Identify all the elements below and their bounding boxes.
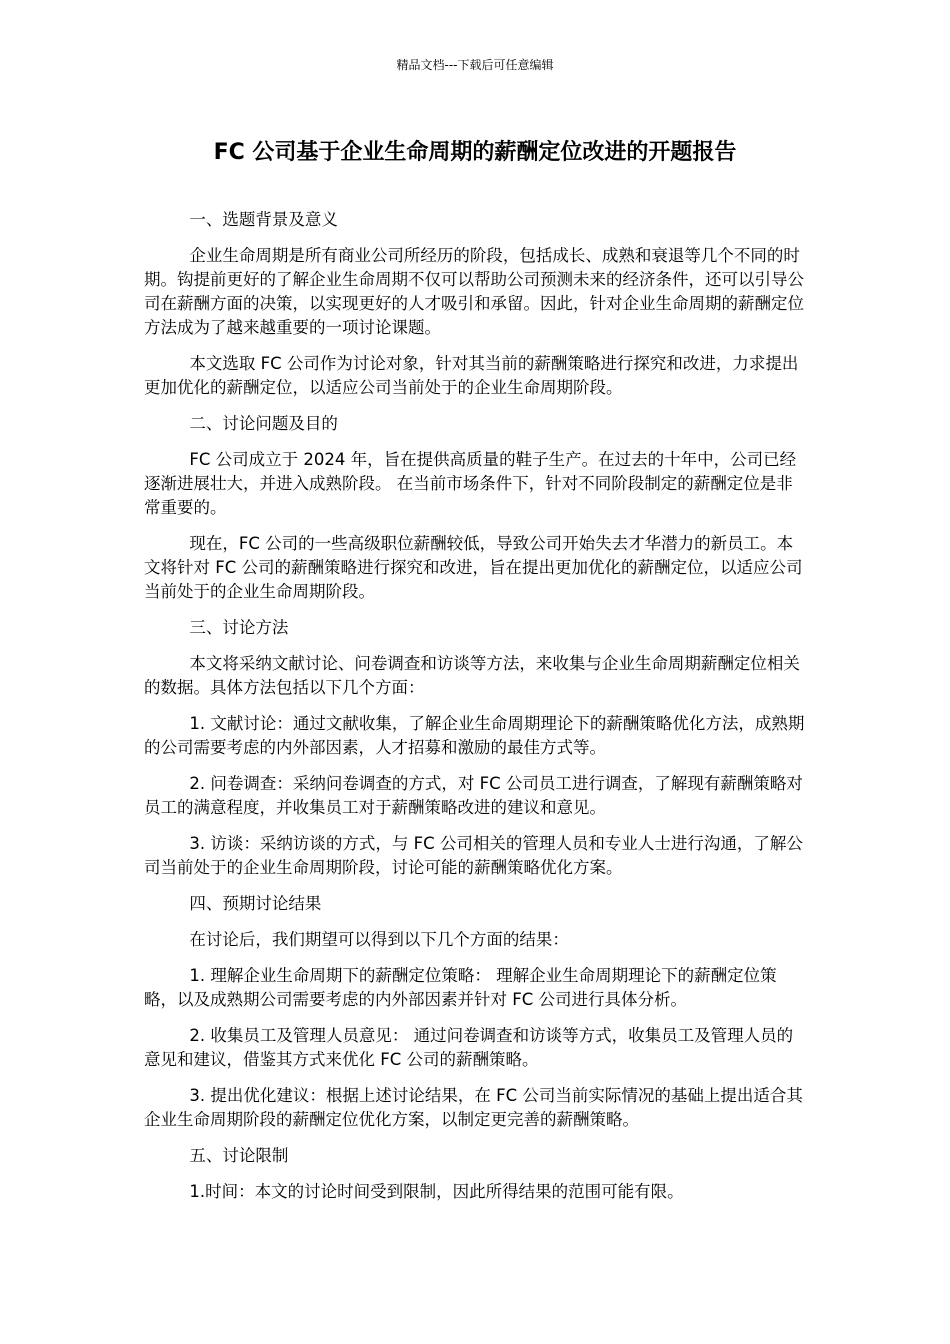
list-item: 2. 收集员工及管理人员意见： 通过问卷调查和访谈等方式，收集员工及管理人员的意见和建议，借鉴其方式来优化 FC 公司的薪酬策略。 xyxy=(144,1026,794,1069)
paragraph: 企业生命周期是所有商业公司所经历的阶段，包括成长、成熟和衰退等几个不同的时期。钩提前更好的了解企业生命周期不仅可以帮助公司预测未来的经济条件，还可以引导公司在薪酬方面的决策，以实现更好的人才吸引和承留。因此，针对企业生命周期的薪酬定位方法成为了越来越重要的一项讨论课题。 xyxy=(144,246,804,337)
paragraph: 在讨论后，我们期望可以得到以下几个方面的结果： xyxy=(189,930,569,949)
section-heading-limits: 五、讨论限制 xyxy=(189,1146,289,1165)
list-item: 1. 理解企业生命周期下的薪酬定位策略： 理解企业生命周期理论下的薪酬定位策略，以及成熟期公司需要考虑的内外部因素并针对 FC 公司进行具体分析。 xyxy=(144,966,777,1009)
list-item: 3. 访谈：采纳访谈的方式，与 FC 公司相关的管理人员和专业人士进行沟通，了解公司当前处于的企业生命周期阶段，讨论可能的薪酬策略优化方案。 xyxy=(144,834,803,877)
paragraph: 现在，FC 公司的一些高级职位薪酬较低，导致公司开始失去才华潜力的新员工。本文将针对 FC 公司的薪酬策略进行探究和改进，旨在提出更加优化的薪酬定位，以适应公司当前处于的企业生命周期阶段。 xyxy=(144,534,803,601)
section-heading-background: 一、选题背景及意义 xyxy=(189,210,338,229)
paragraph: 本文将采纳文献讨论、问卷调查和访谈等方法，来收集与企业生命周期薪酬定位相关的数据。具体方法包括以下几个方面： xyxy=(144,654,800,697)
document-body xyxy=(144,208,808,1216)
section-heading-method: 三、讨论方法 xyxy=(189,618,289,637)
paragraph: 本文选取 FC 公司作为讨论对象，针对其当前的薪酬策略进行探究和改进，力求提出更加优化的薪酬定位，以适应公司当前处于的企业生命周期阶段。 xyxy=(144,354,799,397)
list-item: 2. 问卷调查：采纳问卷调查的方式，对 FC 公司员工进行调查，了解现有薪酬策略对员工的满意程度，并收集员工对于薪酬策略改进的建议和意见。 xyxy=(144,774,803,817)
list-item: 3. 提出优化建议：根据上述讨论结果，在 FC 公司当前实际情况的基础上提出适合其企业生命周期阶段的薪酬定位优化方案，以制定更完善的薪酬策略。 xyxy=(144,1086,803,1129)
section-heading-results: 四、预期讨论结果 xyxy=(189,894,322,913)
list-item: 1.时间：本文的讨论时间受到限制，因此所得结果的范围可能有限。 xyxy=(189,1182,684,1201)
list-item: 1. 文献讨论：通过文献收集，了解企业生命周期理论下的薪酬策略优化方法，成熟期的公司需要考虑的内外部因素，人才招募和激励的最佳方式等。 xyxy=(144,714,805,757)
document-title: FC 公司基于企业生命周期的薪酬定位改进的开题报告 xyxy=(213,140,737,165)
page-header: 精品文档---下载后可任意编辑 xyxy=(396,58,554,72)
paragraph: FC 公司成立于 2024 年，旨在提供高质量的鞋子生产。在过去的十年中，公司已经逐渐进展壮大，并进入成熟阶段。 在当前市场条件下，针对不同阶段制定的薪酬定位是非常重要的。 xyxy=(144,450,797,517)
section-heading-problem: 二、讨论问题及目的 xyxy=(189,414,338,433)
